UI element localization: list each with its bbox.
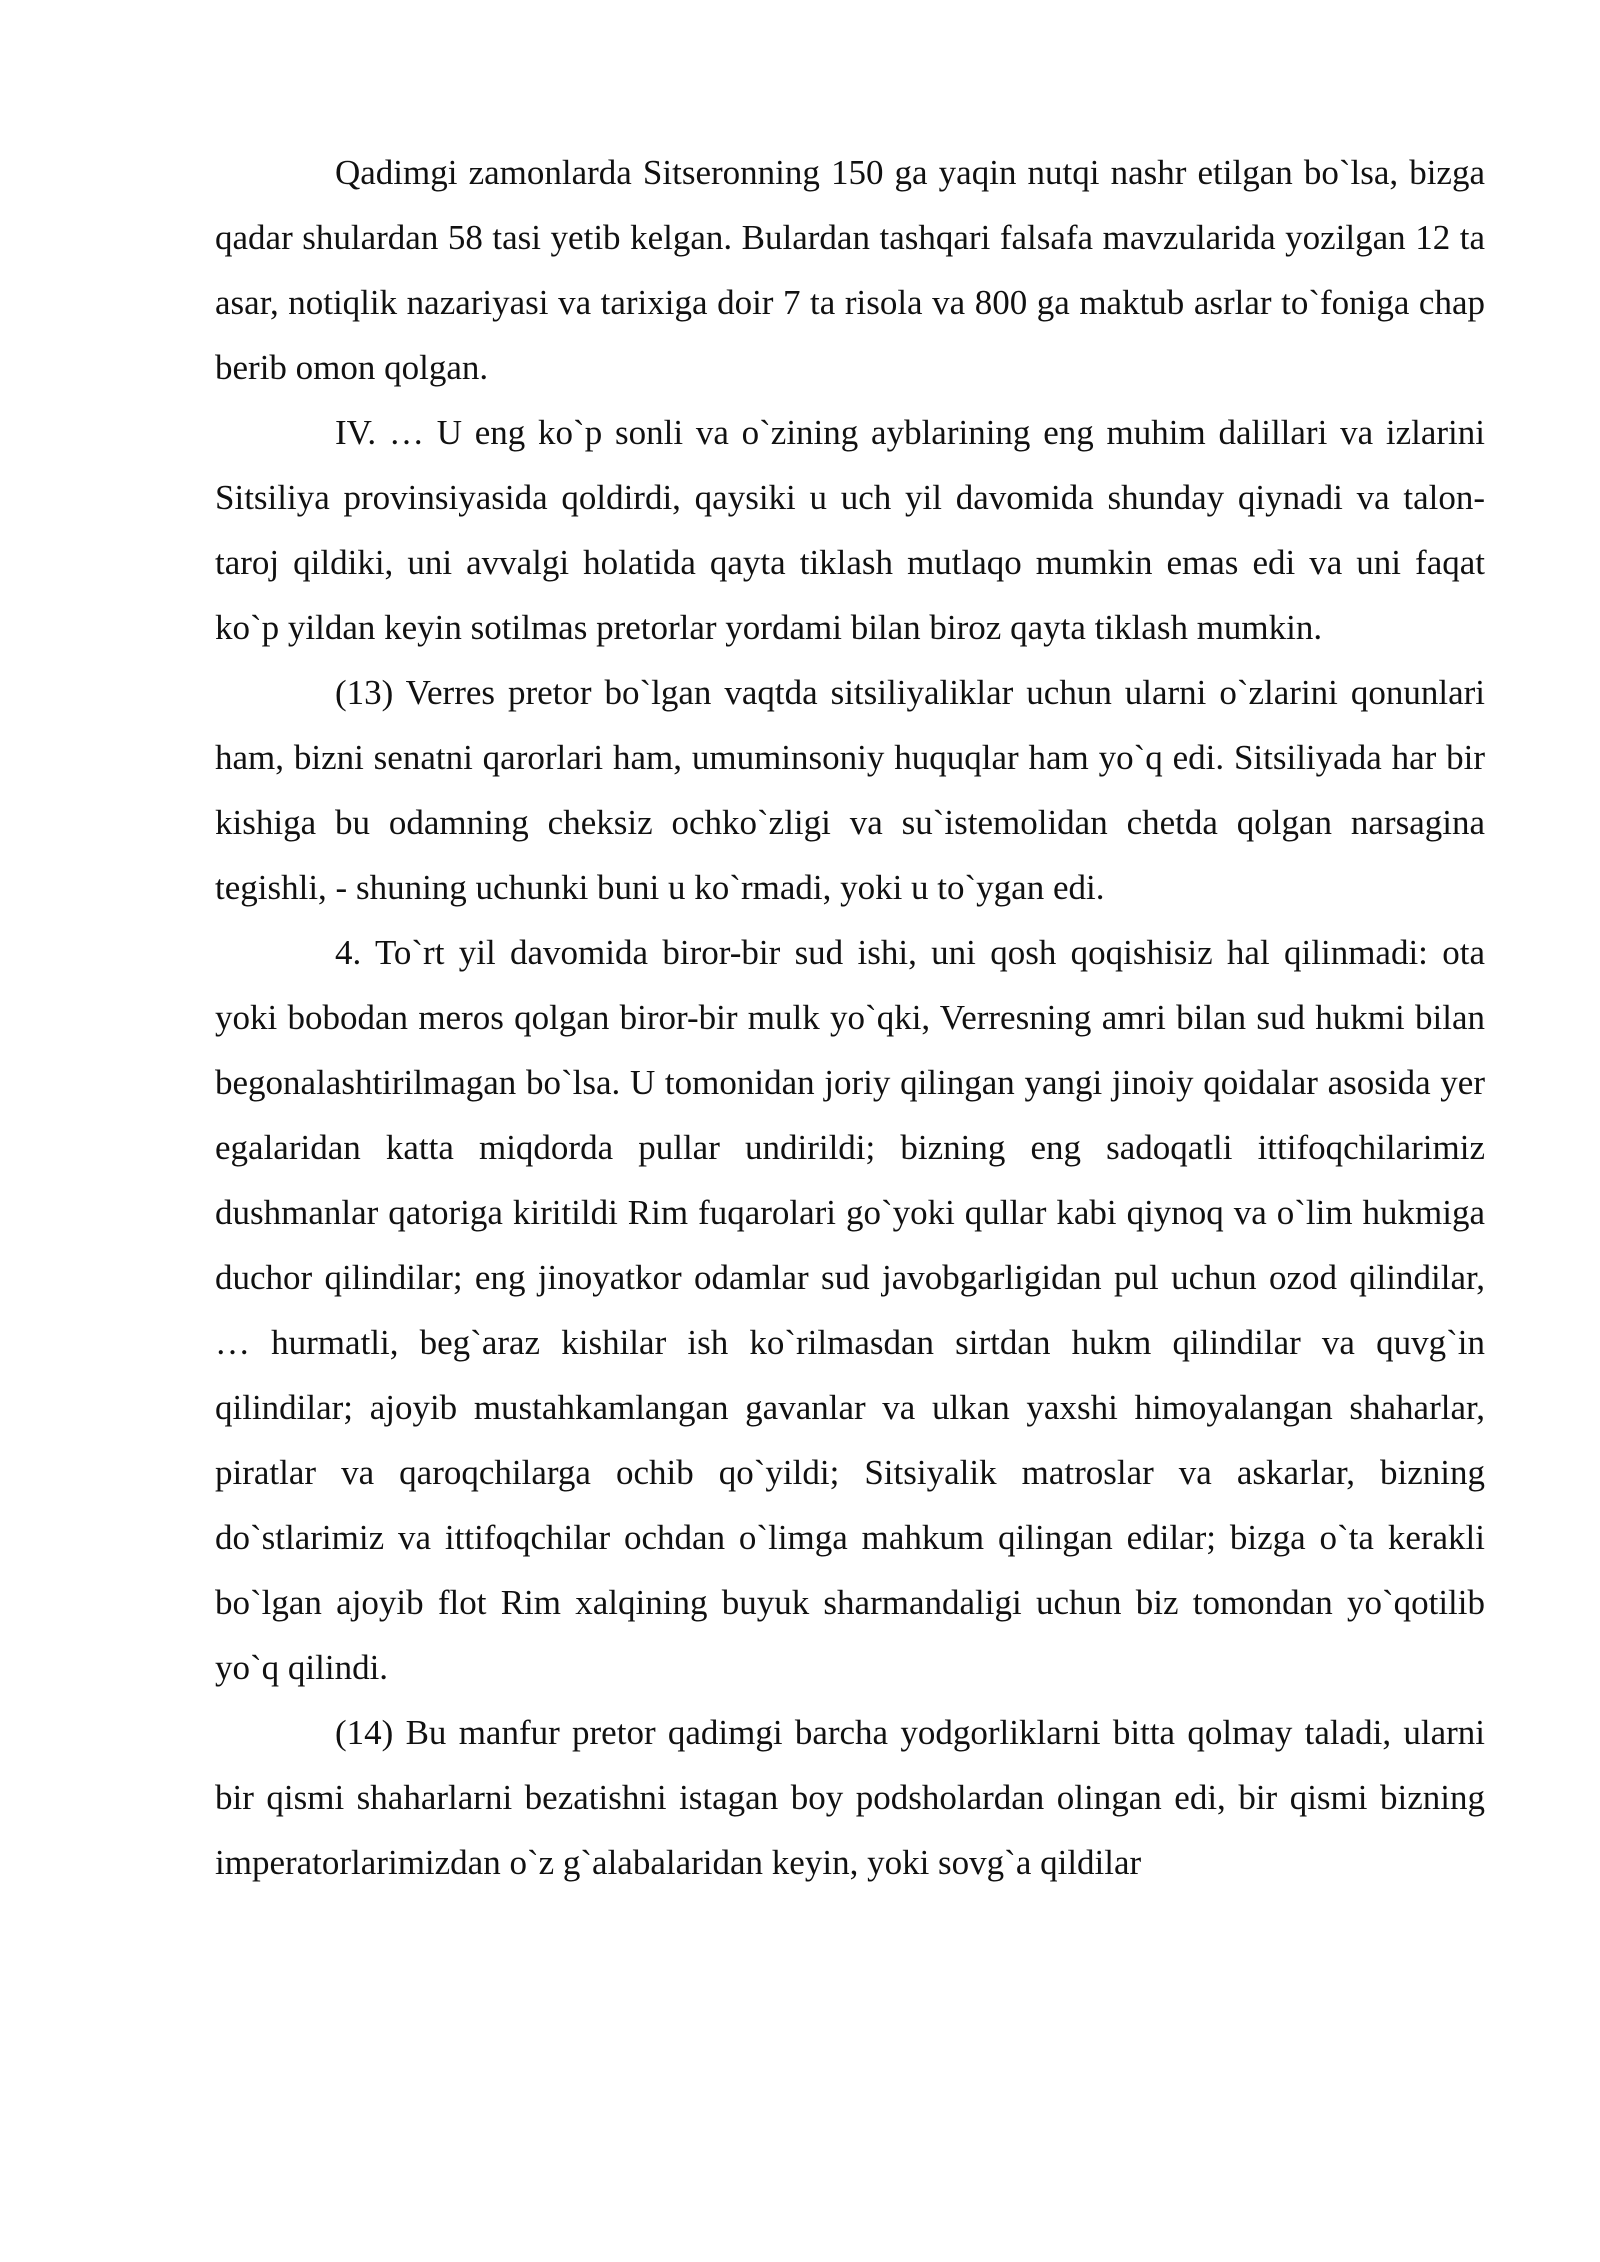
paragraph-4: 4. To`rt yil davomida biror-bir sud ishi, uni qosh qoqishisiz hal qilinmadi: ota yoki bobodan meros qolgan biror-bir mulk yo`qki, Verresning amri bilan sud hukmi bilan begonalashtirilmagan bo`lsa. U tomonidan joriy qilingan yangi jinoiy qoidalar asosida yer egalaridan katta miqdorda pullar undirildi; bizning eng sadoqatli ittifoqchilarimiz dushmanlar qatoriga kiritildi Rim fuqarolari go`yoki qullar kabi qiynoq va o`lim hukmiga duchor qilindilar; eng jinoyatkor odamlar sud javobgarligidan pul uchun ozod qilindilar, … hurmatli, beg`araz kishilar ish ko`rilmasdan sirtdan hukm qilindilar va quvg`in qilindilar; ajoyib mustahkamlangan gavanlar va ulkan yaxshi himoyalangan shaharlar, piratlar va qaroqchilarga ochib qo`yildi; Sitsiyalik matroslar va askarlar, bizning do`stlarimiz va ittifoqchilar ochdan o`limga mahkum qilingan edilar; bizga o`ta kerakli bo`lgan ajoyib flot Rim xalqining buyuk sharmandaligi uchun biz tomondan yo`qotilib yo`q qilindi. [215,933,1485,1687]
paragraph-3: (13) Verres pretor bo`lgan vaqtda sitsiliyaliklar uchun ularni o`zlarini qonunlari ham, bizni senatni qarorlari ham, umuminsoniy huquqlar ham yo`q edi. Sitsiliyada har bir kishiga bu odamning cheksiz ochko`zligi va su`istemolidan chetda qolgan narsagina tegishli, - shuning uchunki buni u ko`rmadi, yoki u to`ygan edi. [215,673,1485,907]
paragraph-5: (14) Bu manfur pretor qadimgi barcha yodgorliklarni bitta qolmay taladi, ularni bir qismi shaharlarni bezatishni istagan boy podsholardan olingan edi, bir qismi bizning imperatorlarimizdan o`z g`alabalaridan keyin, yoki sovg`a qildilar [215,1713,1485,1882]
paragraph-1: Qadimgi zamonlarda Sitseronning 150 ga yaqin nutqi nashr etilgan bo`lsa, bizga qadar shulardan 58 tasi yetib kelgan. Bulardan tashqari falsafa mavzularida yozilgan 12 ta asar, notiqlik nazariyasi va tarixiga doir 7 ta risola va 800 ga maktub asrlar to`foniga chap berib omon qolgan. [215,153,1485,387]
document-page [215,140,1485,1895]
paragraph-2: IV. … U eng ko`p sonli va o`zining ayblarining eng muhim dalillari va izlarini Sitsiliya provinsiyasida qoldirdi, qaysiki u uch yil davomida shunday qiynadi va talon-taroj qildiki, uni avvalgi holatida qayta tiklash mutlaqo mumkin emas edi va uni faqat ko`p yildan keyin sotilmas pretorlar yordami bilan biroz qayta tiklash mumkin. [215,413,1485,647]
